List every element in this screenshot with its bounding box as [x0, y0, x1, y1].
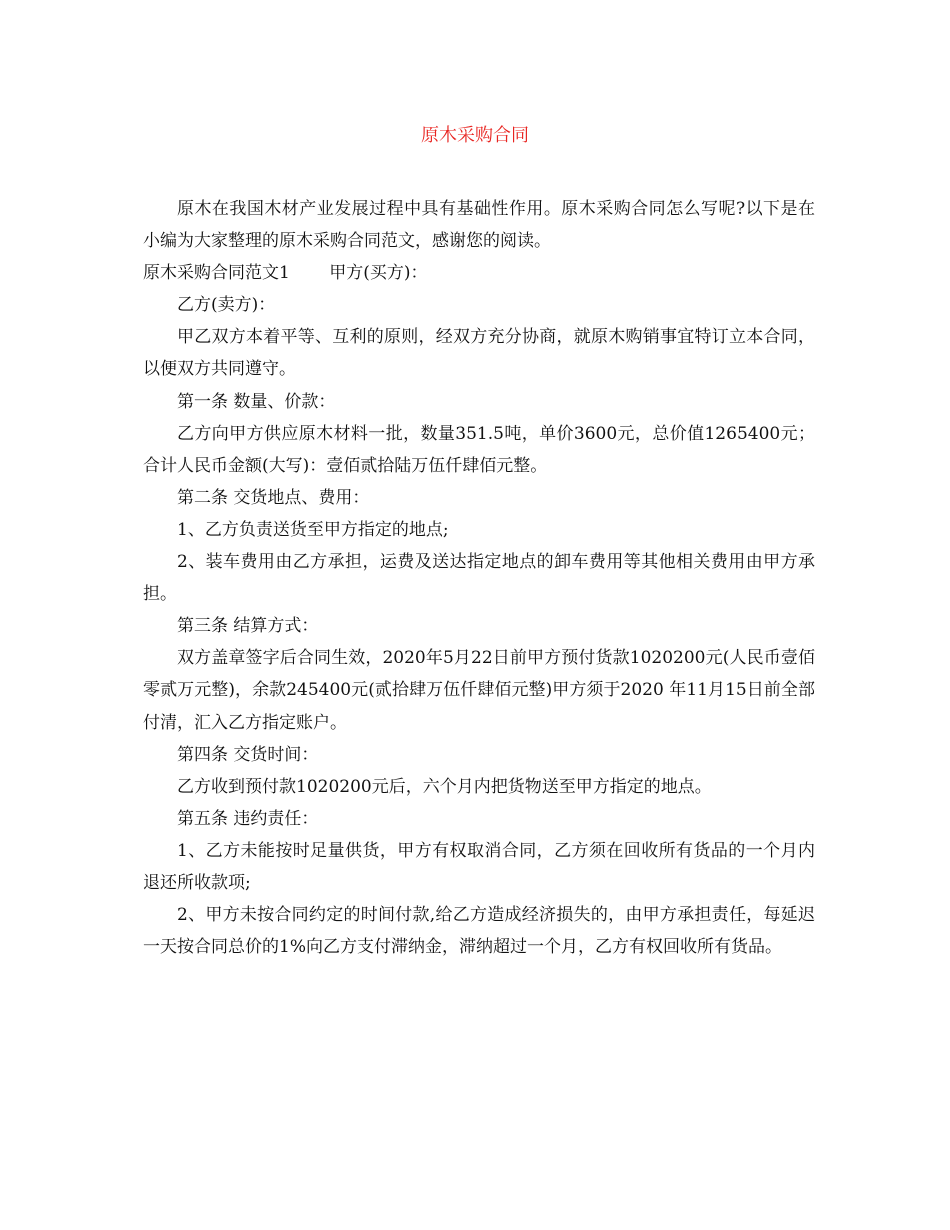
- document-body: [143, 193, 815, 963]
- article-5-heading: 第五条 违约责任：: [177, 808, 319, 829]
- sample-heading-party-a: 原木采购合同范文1 甲方(买方)：: [143, 263, 428, 284]
- article-3-heading: 第三条 结算方式：: [177, 616, 319, 637]
- article-2-item-1: 1、乙方负责送货至甲方指定的地点;: [177, 519, 449, 540]
- article-4-body: 乙方收到预付款1020200元后，六个月内把货物送至甲方指定的地点。: [177, 776, 712, 797]
- intro-paragraph: 原木在我国木材产业发展过程中具有基础性作用。原木采购合同怎么写呢?以下是在小编为大家整理的原木采购合同范文，感谢您的阅读。: [143, 199, 815, 252]
- principle-paragraph: 甲乙双方本着平等、互利的原则，经双方充分协商，就原木购销事宜特订立本合同，以便双方共同遵守。: [143, 327, 815, 380]
- article-2-heading: 第二条 交货地点、费用：: [177, 487, 370, 508]
- article-3-body: 双方盖章签字后合同生效，2020年5月22日前甲方预付货款1020200元(人民币壹佰零贰万元整)，余款245400元(贰拾肆万伍仟肆佰元整)甲方须于2020 年11月15日前全部付清，汇入乙方指定账户。: [143, 648, 815, 733]
- article-2-item-2: 2、装车费用由乙方承担，运费及送达指定地点的卸车费用等其他相关费用由甲方承担。: [143, 552, 815, 605]
- article-5-item-2: 2、甲方未按合同约定的时间付款,给乙方造成经济损失的，由甲方承担责任，每延迟一天按合同总价的1%向乙方支付滞纳金，滞纳超过一个月，乙方有权回收所有货品。: [143, 905, 815, 958]
- party-b-line: 乙方(卖方)：: [177, 295, 276, 316]
- article-5-item-1: 1、乙方未能按时足量供货，甲方有权取消合同，乙方须在回收所有货品的一个月内退还所收款项;: [143, 840, 815, 893]
- article-1-heading: 第一条 数量、价款：: [177, 391, 336, 412]
- article-4-heading: 第四条 交货时间：: [177, 744, 319, 765]
- article-1-body: 乙方向甲方供应原木材料一批，数量351.5吨，单价3600元，总价值1265400元；合计人民币金额(大写)：壹佰贰拾陆万伍仟肆佰元整。: [143, 423, 815, 476]
- document-title: 原木采购合同: [421, 125, 529, 146]
